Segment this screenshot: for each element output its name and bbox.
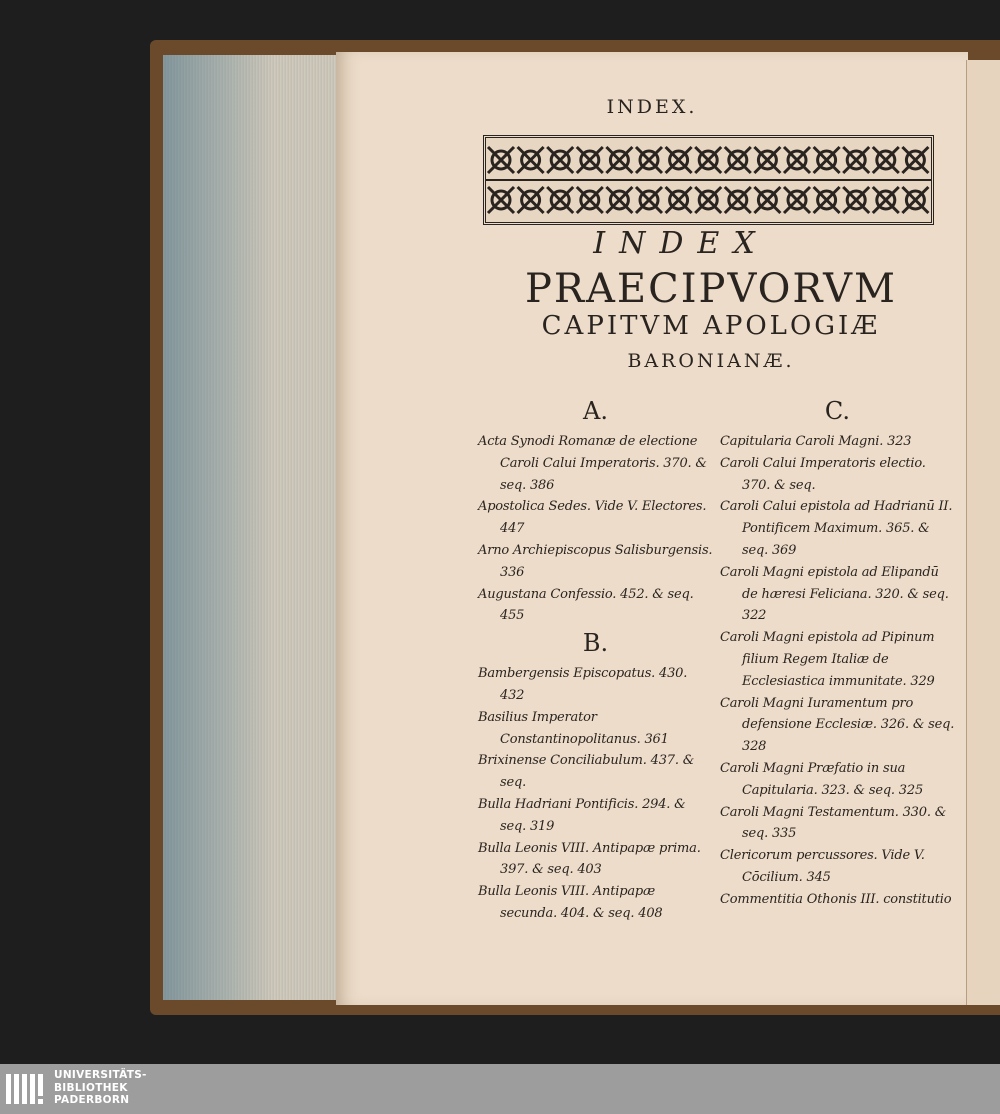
logo-line-3: PADERBORN (54, 1094, 130, 1106)
section-letter-a: A. (583, 397, 608, 425)
index-entry: Brixinense Conciliabulum. 437. & seq. (478, 753, 695, 791)
index-entry: Apostolica Sedes. Vide V. Electores. 447 (478, 499, 707, 537)
index-heading: INDEX (593, 226, 769, 261)
index-entry: Caroli Magni Iuramentum pro defensione Ecclesiæ. 326. & seq. 328 (720, 695, 955, 755)
index-entry: Bulla Leonis VIII. Antipapæ prima. 397. & seq. 403 (478, 840, 701, 878)
index-entry: Bulla Hadriani Pontificis. 294. & seq. 319 (478, 796, 686, 834)
library-footer-bar (0, 1064, 1000, 1114)
index-entry: Caroli Calui Imperatoris electio. 370. & seq. (720, 455, 926, 493)
library-logo-icon (6, 1070, 48, 1108)
index-entry: Basilius Imperator Constantinopolitanus. 361 (478, 709, 669, 747)
logo-line-2: BIBLIOTHEK (54, 1081, 128, 1094)
index-entry: Caroli Magni Testamentum. 330. & seq. 335 (720, 804, 947, 842)
index-entry: Capitularia Caroli Magni. 323 (720, 434, 912, 449)
index-entry: Arno Archiepiscopus Salisburgensis. 336 (478, 542, 713, 580)
index-entry: Bulla Leonis VIII. Antipapæ secunda. 404. & seq. 408 (478, 884, 663, 921)
title-line-baronianae: BARONIANÆ. (627, 350, 795, 372)
section-letter-b: B. (582, 629, 609, 658)
index-entry: Clericorum percussores. Vide V. Cōcilium. 345 (720, 848, 925, 885)
logo-line-1: UNIVERSITÄTS- (54, 1069, 147, 1081)
index-entry: Augustana Confessio. 452. & seq. 455 (478, 586, 694, 624)
facing-page-edge (966, 60, 1000, 1005)
index-column-left (478, 395, 713, 925)
index-entry: Caroli Magni Præfatio in sua Capitularia. 323. & seq. 325 (720, 760, 924, 798)
running-head: INDEX. (606, 96, 698, 118)
page-block-edge (163, 55, 348, 1000)
library-logo-text (54, 1069, 147, 1107)
title-line-capitum: CAPITVM APOLOGIÆ (541, 311, 881, 341)
index-column-right (720, 395, 955, 911)
index-entry: Bambergensis Episcopatus. 430. 432 (478, 666, 688, 703)
index-entry: Caroli Magni epistola ad Elipandū de hæresi Feliciana. 320. & seq. 322 (720, 564, 949, 624)
index-entry: Caroli Calui epistola ad Hadrianū II. Pontificem Maximum. 365. & seq. 369 (720, 499, 953, 558)
title-line-praecipuorum: PRAECIPVORVM (525, 266, 897, 312)
index-entry: Caroli Magni epistola ad Pipinum filium Regem Italiæ de Ecclesiastica immunitate. 329 (720, 630, 935, 689)
index-entry: Acta Synodi Romanæ de electione Caroli Calui Imperatoris. 370. & seq. 386 (478, 434, 707, 493)
ornamental-band (483, 135, 934, 225)
section-letter-c: C. (824, 397, 851, 425)
index-entry: Commentitia Othonis III. constitutio (720, 891, 952, 907)
